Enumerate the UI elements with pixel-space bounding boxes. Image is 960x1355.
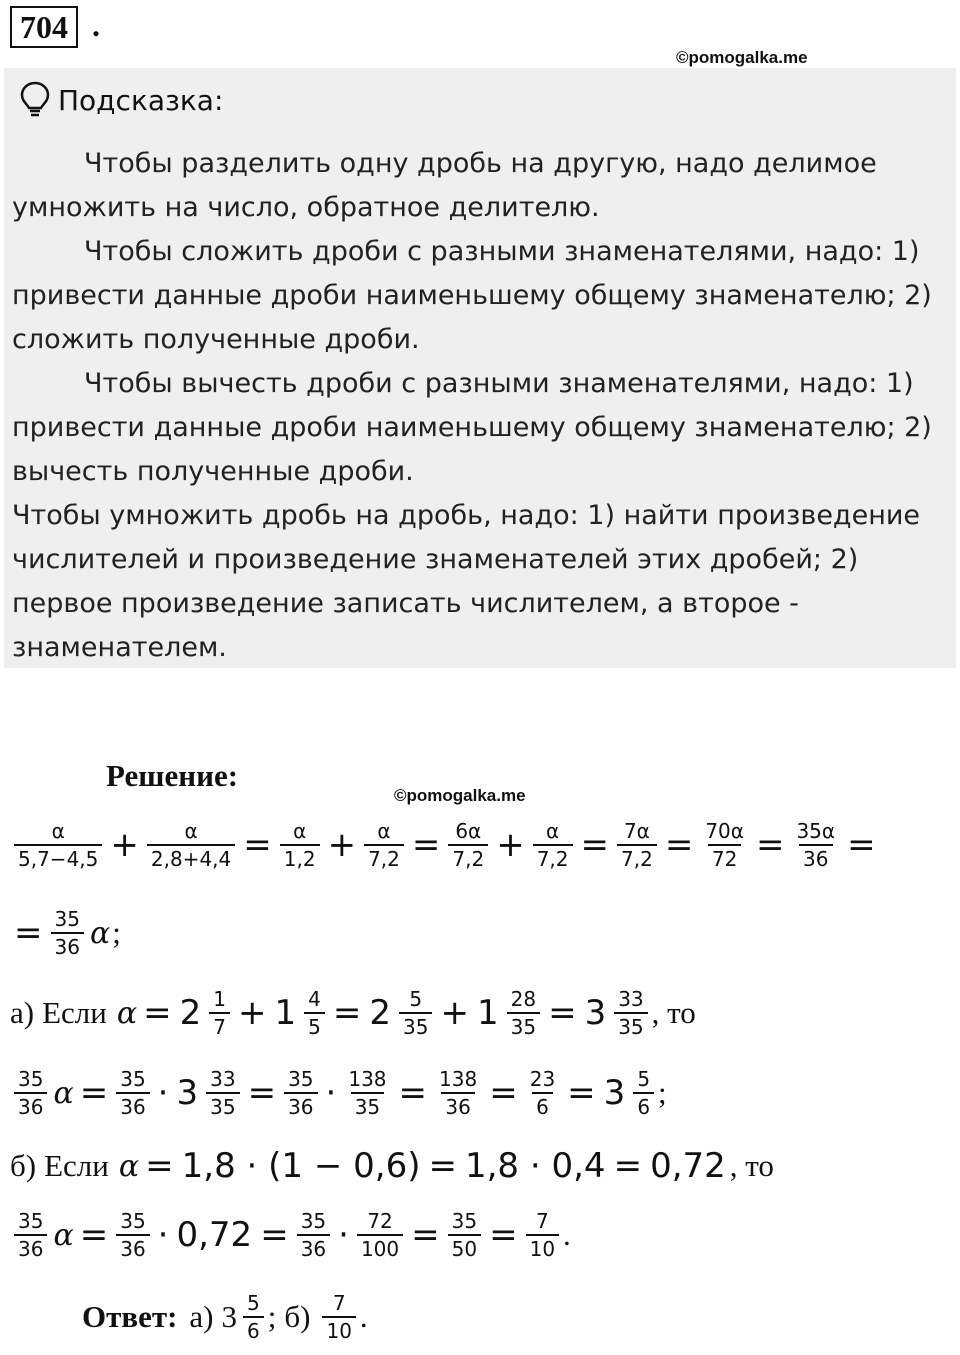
fraction: $\frac{35}{36}$ <box>14 1208 47 1262</box>
fraction: $\frac{35}{36}$ <box>14 1066 47 1120</box>
fraction: $\frac{35}{36}$ <box>284 1066 317 1120</box>
fraction: $\frac{35\alpha}{36}$ <box>796 819 836 871</box>
fraction: $\frac{\alpha}{2,8+4,4}$ <box>147 818 235 872</box>
equation-line-4: $\frac{35}{36}$ α = $\frac{35}{36}$ · 3 $\frac{33}{35}$ = $\frac{35}{36}$ · $\frac{138}{35}$ = $\frac{138}{36}$ = $\frac{23}{6}$ = 3 $\frac{5}{6}$ ; <box>10 1066 675 1120</box>
fraction: $\frac{7}{10}$ <box>526 1208 559 1262</box>
fraction: $\frac{35}{36}$ <box>51 906 84 960</box>
hint-box <box>4 68 956 668</box>
fraction: $\frac{72}{100}$ <box>357 1208 403 1262</box>
hint-paragraph-1: Чтобы разделить одну дробь на другую, надо делимое умножить на число, обратное делителю. <box>12 148 877 223</box>
equation-line-1: $\frac{\alpha}{5,7-4,5}$ + $\frac{\alpha}{2,8+4,4}$ = $\frac{\alpha}{1,2}$ + $\frac{\alpha}{7,2}$ = $\frac{6\alpha}{7,2}$ + $\frac{\alpha}{7,2}$ = $\frac{7\alpha}{7,2}$ = $\frac{70\alpha}{72}$ = $\frac{35\alpha}{36}$ = <box>10 818 880 872</box>
hint-title: Подсказка: <box>58 83 224 117</box>
fraction: $\frac{6\alpha}{7,2}$ <box>448 818 488 872</box>
fraction: $\frac{35}{36}$ <box>116 1208 149 1262</box>
fraction: $\frac{70\alpha}{72}$ <box>705 819 744 871</box>
fraction: $\frac{5}{6}$ <box>633 1066 654 1120</box>
hint-header <box>20 80 223 120</box>
fraction: $\frac{5}{35}$ <box>399 986 432 1040</box>
equation-line-5: б) Если α = 1,8 · (1 − 0,6) = 1,8 · 0,4 = 0,72 , то <box>10 1146 774 1186</box>
hint-paragraph-3: Чтобы вычесть дроби с разными знаменателями, надо: 1) привести данные дроби наименьшему общему знаменателю; 2) вычесть полученные дроби. <box>12 368 932 487</box>
fraction: $\frac{4}{5}$ <box>304 986 325 1040</box>
fraction: $\frac{\alpha}{7,2}$ <box>533 818 573 872</box>
fraction: $\frac{35}{50}$ <box>448 1208 481 1262</box>
fraction: $\frac{138}{35}$ <box>348 1067 387 1119</box>
solution-title: Решение: <box>106 758 239 793</box>
equation-line-3: а) Если α = 2 $\frac{1}{7}$ + 1 $\frac{4}{5}$ = 2 $\frac{5}{35}$ + 1 $\frac{28}{35}$ = 3 $\frac{33}{35}$ , то <box>10 987 696 1039</box>
watermark-middle: ©pomogalka.me <box>394 786 526 805</box>
lightbulb-icon <box>20 81 50 119</box>
fraction: $\frac{7\alpha}{7,2}$ <box>617 818 657 872</box>
task-number-dot: . <box>92 7 100 43</box>
equation-line-2: = $\frac{35}{36}$ α ; <box>14 907 121 959</box>
answer-label: Ответ: <box>82 1299 178 1334</box>
answer-line: Ответ: а) 3 $\frac{5}{6}$ ; б) $\frac{7}{10}$ . <box>82 1291 368 1343</box>
watermark-top: ©pomogalka.me <box>676 48 808 67</box>
fraction: $\frac{23}{6}$ <box>529 1067 556 1119</box>
hint-text <box>12 142 942 670</box>
fraction: $\frac{\alpha}{5,7-4,5}$ <box>14 818 102 872</box>
fraction: $\frac{33}{35}$ <box>206 1066 239 1120</box>
fraction: $\frac{\alpha}{7,2}$ <box>364 818 404 872</box>
equation-line-6: $\frac{35}{36}$ α = $\frac{35}{36}$ · 0,72 = $\frac{35}{36}$ · $\frac{72}{100}$ = $\frac{35}{50}$ = $\frac{7}{10}$ . <box>10 1208 579 1262</box>
hint-paragraph-4: Чтобы умножить дробь на дробь, надо: 1) найти произведение числителей и произведение знаменателей этих дробей; 2) первое произведение записать числителем, а второе - знаменателем. <box>12 500 921 663</box>
fraction: $\frac{33}{35}$ <box>614 986 647 1040</box>
hint-paragraph-2: Чтобы сложить дроби с разными знаменателями, надо: 1) привести данные дроби наименьшему общему знаменателю; 2) сложить полученные дроби. <box>12 236 932 355</box>
fraction: $\frac{5}{6}$ <box>243 1290 264 1344</box>
fraction: $\frac{7}{10}$ <box>322 1290 355 1344</box>
fraction: $\frac{35}{36}$ <box>116 1066 149 1120</box>
fraction: $\frac{28}{35}$ <box>507 986 540 1040</box>
task-number: 704 <box>10 6 78 48</box>
fraction: $\frac{1}{7}$ <box>209 986 230 1040</box>
fraction: $\frac{35}{36}$ <box>297 1208 330 1262</box>
fraction: $\frac{\alpha}{1,2}$ <box>280 818 320 872</box>
fraction: $\frac{138}{36}$ <box>439 1067 478 1119</box>
